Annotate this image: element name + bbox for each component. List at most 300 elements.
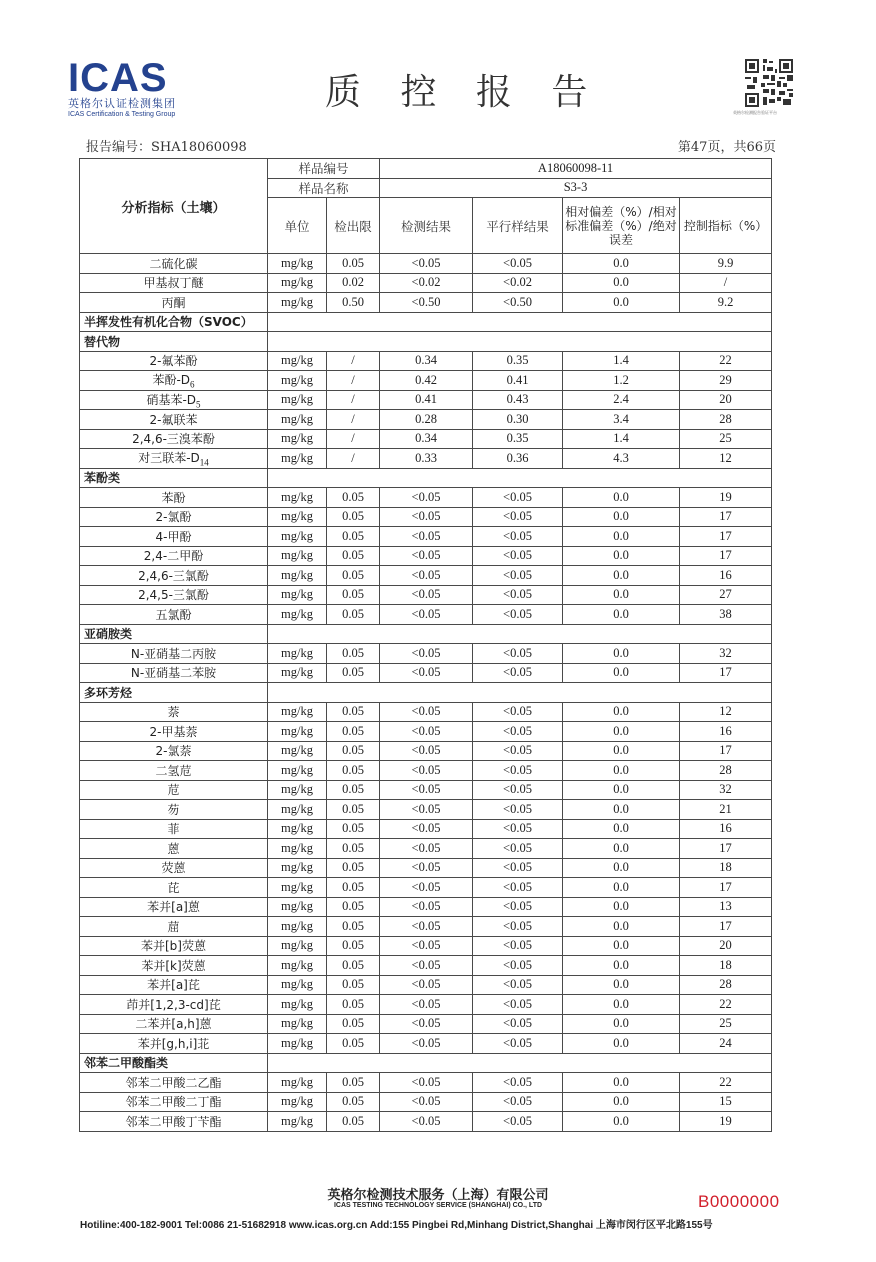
result-cell: <0.05: [380, 507, 473, 527]
analyte-name-text: N-亚硝基二丙胺: [130, 646, 217, 661]
analyte-name-text: 2,4-二甲酚: [143, 549, 204, 564]
sample-id-label: 样品编号: [268, 159, 380, 179]
rpd-cell: 0.0: [563, 293, 680, 313]
analyte-name-text: 邻苯二甲酸二乙酯: [125, 1075, 222, 1090]
result-cell: <0.05: [380, 254, 473, 274]
unit-cell: mg/kg: [268, 741, 327, 761]
result-cell: <0.05: [380, 1014, 473, 1034]
result-cell: <0.05: [380, 546, 473, 566]
control-cell: 9.2: [680, 293, 772, 313]
control-cell: 15: [680, 1092, 772, 1112]
analyte-name-text: 芴: [167, 802, 180, 817]
category-row: [80, 332, 772, 352]
analyte-name: [80, 741, 268, 761]
unit-cell: mg/kg: [268, 956, 327, 976]
analyte-name: [80, 722, 268, 742]
category-row: [80, 1053, 772, 1073]
analyte-name: [80, 507, 268, 527]
rpd-cell: 0.0: [563, 488, 680, 508]
rpd-cell: 0.0: [563, 917, 680, 937]
control-cell: 16: [680, 722, 772, 742]
category-row: [80, 468, 772, 488]
control-cell: 17: [680, 546, 772, 566]
parallel-cell: <0.05: [473, 839, 563, 859]
result-cell: 0.28: [380, 410, 473, 430]
result-cell: <0.05: [380, 936, 473, 956]
rpd-cell: 0.0: [563, 254, 680, 274]
unit-cell: mg/kg: [268, 410, 327, 430]
analyte-name-text: 蒽: [167, 841, 180, 856]
limit-header: 检出限: [327, 198, 380, 254]
unit-cell: mg/kg: [268, 897, 327, 917]
parallel-cell: 0.43: [473, 390, 563, 410]
analyte-name: [80, 819, 268, 839]
parallel-cell: <0.05: [473, 585, 563, 605]
analyte-name-text: 苯酚-D: [152, 373, 191, 387]
unit-cell: mg/kg: [268, 585, 327, 605]
unit-cell: mg/kg: [268, 761, 327, 781]
control-cell: 17: [680, 917, 772, 937]
limit-cell: 0.05: [327, 1112, 380, 1132]
result-cell: <0.05: [380, 663, 473, 683]
company-name-cn: 英格尔检测技术服务（上海）有限公司: [327, 1188, 549, 1203]
control-cell: 38: [680, 605, 772, 625]
analyte-name-text: 邻苯二甲酸二丁酯: [125, 1095, 222, 1110]
control-cell: 18: [680, 858, 772, 878]
analyte-name-text: 4-甲酚: [155, 529, 192, 544]
unit-cell: mg/kg: [268, 566, 327, 586]
limit-cell: 0.05: [327, 605, 380, 625]
table-row: [80, 507, 772, 527]
analyte-name-text: 苯并[b]荧蒽: [141, 939, 206, 954]
analyte-name-text: 2-甲基萘: [149, 724, 198, 739]
limit-cell: 0.05: [327, 585, 380, 605]
unit-cell: mg/kg: [268, 293, 327, 313]
category-row: [80, 683, 772, 703]
rpd-cell: 0.0: [563, 878, 680, 898]
category-blank: [268, 683, 772, 703]
rpd-cell: 0.0: [563, 858, 680, 878]
logo-main-text: ICAS: [68, 56, 168, 100]
result-cell: <0.05: [380, 585, 473, 605]
result-cell: <0.05: [380, 605, 473, 625]
rpd-cell: 1.4: [563, 429, 680, 449]
unit-cell: mg/kg: [268, 1073, 327, 1093]
limit-cell: 0.05: [327, 995, 380, 1015]
table-row: [80, 371, 772, 391]
unit-cell: mg/kg: [268, 429, 327, 449]
result-cell: <0.05: [380, 702, 473, 722]
analyte-name-text: 菲: [167, 822, 180, 837]
analyte-name: [80, 429, 268, 449]
analyte-name: [80, 975, 268, 995]
result-cell: <0.05: [380, 1092, 473, 1112]
rpd-cell: 0.0: [563, 1014, 680, 1034]
limit-cell: 0.05: [327, 917, 380, 937]
table-row: [80, 1014, 772, 1034]
analyte-name: [80, 566, 268, 586]
parallel-cell: <0.05: [473, 1092, 563, 1112]
unit-cell: mg/kg: [268, 644, 327, 664]
analyte-name-text: 萘: [167, 705, 180, 720]
control-cell: 28: [680, 761, 772, 781]
parallel-cell: <0.05: [473, 722, 563, 742]
analyte-name: [80, 371, 268, 391]
page-number: 第47页，共66页: [677, 140, 776, 155]
parallel-cell: <0.05: [473, 956, 563, 976]
limit-cell: 0.05: [327, 527, 380, 547]
parallel-cell: <0.05: [473, 566, 563, 586]
table-row: [80, 410, 772, 430]
category-blank: [268, 1053, 772, 1073]
limit-cell: 0.05: [327, 488, 380, 508]
rpd-cell: 0.0: [563, 644, 680, 664]
analyte-name-text: 䓛: [167, 919, 180, 934]
unit-cell: mg/kg: [268, 546, 327, 566]
analyte-name-text: 苯酚: [161, 490, 186, 505]
sample-id-value: A18060098-11: [380, 159, 772, 179]
table-row: [80, 800, 772, 820]
result-cell: <0.05: [380, 819, 473, 839]
analyte-name: [80, 936, 268, 956]
rpd-cell: 0.0: [563, 780, 680, 800]
category-label: 多环芳烃: [80, 683, 268, 703]
limit-cell: 0.05: [327, 975, 380, 995]
analyte-name-text: 2,4,5-三氯酚: [138, 588, 209, 603]
rpd-cell: 0.0: [563, 273, 680, 293]
table-row: [80, 449, 772, 469]
analyte-name-text: 邻苯二甲酸丁苄酯: [125, 1114, 222, 1129]
analyte-name: [80, 546, 268, 566]
control-cell: 16: [680, 566, 772, 586]
table-row: [80, 293, 772, 313]
parallel-cell: 0.41: [473, 371, 563, 391]
category-blank: [268, 332, 772, 352]
table-row: [80, 644, 772, 664]
parallel-cell: 0.35: [473, 429, 563, 449]
analyte-name-text: 五氯酚: [155, 607, 192, 622]
table-row: [80, 761, 772, 781]
analyte-name: [80, 995, 268, 1015]
limit-cell: 0.05: [327, 858, 380, 878]
table-row: [80, 936, 772, 956]
parallel-cell: <0.05: [473, 663, 563, 683]
limit-cell: 0.05: [327, 761, 380, 781]
parallel-cell: <0.05: [473, 897, 563, 917]
limit-cell: 0.05: [327, 663, 380, 683]
document-title: 质 控 报 告: [325, 72, 602, 113]
parallel-header: 平行样结果: [473, 198, 563, 254]
result-cell: <0.05: [380, 1034, 473, 1054]
table-row: [80, 273, 772, 293]
analyte-name: [80, 1073, 268, 1093]
result-cell: <0.05: [380, 488, 473, 508]
unit-cell: mg/kg: [268, 1034, 327, 1054]
control-cell: 18: [680, 956, 772, 976]
control-cell: 17: [680, 878, 772, 898]
unit-cell: mg/kg: [268, 878, 327, 898]
table-row: [80, 839, 772, 859]
analyte-name: [80, 293, 268, 313]
report-number: 报告编号：SHA18060098: [86, 140, 247, 155]
parallel-cell: <0.05: [473, 975, 563, 995]
analyte-name: [80, 780, 268, 800]
control-cell: 21: [680, 800, 772, 820]
limit-cell: /: [327, 410, 380, 430]
analyte-name: [80, 761, 268, 781]
limit-cell: 0.05: [327, 722, 380, 742]
control-cell: 17: [680, 663, 772, 683]
icas-logo: [68, 58, 188, 119]
analyte-name-text: 苯并[a]芘: [147, 978, 200, 993]
unit-cell: mg/kg: [268, 254, 327, 274]
analyte-name-text: 苯并[k]荧蒽: [141, 958, 206, 973]
rpd-cell: 1.2: [563, 371, 680, 391]
parallel-cell: <0.05: [473, 702, 563, 722]
analyte-name: [80, 527, 268, 547]
result-cell: <0.05: [380, 917, 473, 937]
table-row: [80, 663, 772, 683]
limit-cell: 0.05: [327, 819, 380, 839]
analyte-name: [80, 273, 268, 293]
rpd-cell: 0.0: [563, 1112, 680, 1132]
qr-caption: 英格尔检测报告验证平台: [733, 110, 777, 115]
limit-cell: 0.05: [327, 878, 380, 898]
analyte-name-text: 苊: [167, 783, 180, 798]
analyte-name-text: 苯并[a]蒽: [147, 900, 200, 915]
analyte-name: [80, 585, 268, 605]
limit-cell: 0.05: [327, 546, 380, 566]
table-row: [80, 1112, 772, 1132]
analyte-name-text: 2,4,6-三氯酚: [138, 568, 209, 583]
analyte-subscript: 5: [196, 399, 201, 409]
analyte-name: [80, 488, 268, 508]
parallel-cell: <0.05: [473, 936, 563, 956]
rpd-cell: 0.0: [563, 566, 680, 586]
result-cell: 0.33: [380, 449, 473, 469]
analyte-name: [80, 1112, 268, 1132]
unit-cell: mg/kg: [268, 975, 327, 995]
rpd-cell: 0.0: [563, 585, 680, 605]
control-cell: 22: [680, 1073, 772, 1093]
unit-cell: mg/kg: [268, 722, 327, 742]
result-cell: <0.05: [380, 527, 473, 547]
serial-number: B0000000: [698, 1192, 780, 1211]
analyte-name: [80, 956, 268, 976]
unit-cell: mg/kg: [268, 1092, 327, 1112]
rpd-cell: 0.0: [563, 761, 680, 781]
company-name-en: ICAS TESTING TECHNOLOGY SERVICE (SHANGHAI) CO., LTD: [333, 1202, 543, 1209]
result-cell: 0.34: [380, 429, 473, 449]
logo-cn-text: 英格尔认证检测集团: [68, 97, 176, 110]
limit-cell: /: [327, 429, 380, 449]
rpd-cell: 0.0: [563, 1034, 680, 1054]
category-label: 苯酚类: [80, 468, 268, 488]
table-row: [80, 780, 772, 800]
control-cell: 29: [680, 371, 772, 391]
control-header: 控制指标（%）: [680, 198, 772, 254]
analyte-name: [80, 449, 268, 469]
report-header: [0, 0, 876, 155]
table-row: [80, 741, 772, 761]
control-cell: 16: [680, 819, 772, 839]
parallel-cell: <0.05: [473, 1112, 563, 1132]
control-cell: 12: [680, 449, 772, 469]
unit-cell: mg/kg: [268, 351, 327, 371]
result-cell: <0.05: [380, 1112, 473, 1132]
analyte-name-text: 二硫化碳: [149, 256, 198, 271]
limit-cell: 0.05: [327, 800, 380, 820]
rpd-cell: 0.0: [563, 702, 680, 722]
parallel-cell: <0.05: [473, 858, 563, 878]
table-row: [80, 1073, 772, 1093]
rpd-cell: 2.4: [563, 390, 680, 410]
analyte-name-text: N-亚硝基二苯胺: [130, 666, 217, 681]
control-cell: 19: [680, 488, 772, 508]
parallel-cell: 0.30: [473, 410, 563, 430]
unit-cell: mg/kg: [268, 273, 327, 293]
result-cell: <0.05: [380, 956, 473, 976]
qc-results-table: [79, 158, 772, 1132]
unit-cell: mg/kg: [268, 507, 327, 527]
rpd-cell: 0.0: [563, 839, 680, 859]
parallel-cell: 0.35: [473, 351, 563, 371]
analyte-name: [80, 410, 268, 430]
limit-cell: 0.05: [327, 839, 380, 859]
control-cell: 28: [680, 410, 772, 430]
rpd-cell: 0.0: [563, 741, 680, 761]
analyte-name: [80, 254, 268, 274]
analyte-name-text: 对三联苯-D: [138, 451, 200, 465]
analyte-name: [80, 1014, 268, 1034]
parallel-cell: <0.05: [473, 761, 563, 781]
result-cell: <0.05: [380, 878, 473, 898]
rpd-cell: 1.4: [563, 351, 680, 371]
result-cell: <0.05: [380, 839, 473, 859]
analyte-name-text: 2,4,6-三溴苯酚: [132, 432, 215, 447]
table-row: [80, 702, 772, 722]
parallel-cell: <0.05: [473, 254, 563, 274]
unit-cell: mg/kg: [268, 390, 327, 410]
control-cell: 32: [680, 780, 772, 800]
analyte-name: [80, 897, 268, 917]
contact-line: Hotiline:400-182-9001 Tel:0086 21-51682918 www.icas.org.cn Add:155 Pingbei Rd,Minhang District,Shanghai 上海市闵行区平北路155号: [80, 1220, 713, 1231]
control-cell: 19: [680, 1112, 772, 1132]
table-row: [80, 878, 772, 898]
parallel-cell: <0.05: [473, 507, 563, 527]
rpd-cell: 0.0: [563, 897, 680, 917]
control-cell: 25: [680, 429, 772, 449]
rpd-cell: 3.4: [563, 410, 680, 430]
limit-cell: 0.05: [327, 741, 380, 761]
analyte-name: [80, 858, 268, 878]
table-row: [80, 429, 772, 449]
rpd-cell: 0.0: [563, 507, 680, 527]
control-cell: 27: [680, 585, 772, 605]
control-cell: 17: [680, 507, 772, 527]
analyte-name: [80, 800, 268, 820]
result-cell: <0.05: [380, 566, 473, 586]
parallel-cell: <0.05: [473, 741, 563, 761]
category-row: [80, 312, 772, 332]
analyte-name: [80, 917, 268, 937]
category-blank: [268, 624, 772, 644]
parallel-cell: <0.05: [473, 1014, 563, 1034]
analyte-subscript: 14: [199, 457, 209, 468]
limit-cell: 0.05: [327, 1073, 380, 1093]
analyte-name-text: 二苯并[a,h]蒽: [135, 1017, 212, 1032]
rpd-cell: 0.0: [563, 722, 680, 742]
control-cell: 17: [680, 741, 772, 761]
parallel-cell: <0.05: [473, 800, 563, 820]
unit-cell: mg/kg: [268, 527, 327, 547]
unit-cell: mg/kg: [268, 702, 327, 722]
result-cell: <0.05: [380, 897, 473, 917]
analyte-name-text: 芘: [167, 880, 180, 895]
result-cell: <0.05: [380, 1073, 473, 1093]
table-row: [80, 722, 772, 742]
parallel-cell: <0.05: [473, 546, 563, 566]
table-row: [80, 1092, 772, 1112]
analyte-name: [80, 663, 268, 683]
limit-cell: /: [327, 371, 380, 391]
rpd-cell: 0.0: [563, 975, 680, 995]
table-row: [80, 527, 772, 547]
parallel-cell: <0.05: [473, 488, 563, 508]
analyte-name: [80, 351, 268, 371]
parallel-cell: <0.05: [473, 1073, 563, 1093]
rpd-cell: 0.0: [563, 995, 680, 1015]
result-cell: <0.02: [380, 273, 473, 293]
limit-cell: 0.05: [327, 1034, 380, 1054]
unit-cell: mg/kg: [268, 449, 327, 469]
control-cell: 22: [680, 995, 772, 1015]
limit-cell: 0.05: [327, 507, 380, 527]
limit-cell: 0.05: [327, 702, 380, 722]
table-row: [80, 488, 772, 508]
control-cell: 25: [680, 1014, 772, 1034]
analysis-header: 分析指标（土壤）: [80, 159, 268, 254]
limit-cell: /: [327, 351, 380, 371]
limit-cell: 0.05: [327, 897, 380, 917]
rpd-cell: 0.0: [563, 605, 680, 625]
sample-name-value: S3-3: [380, 178, 772, 198]
limit-cell: 0.05: [327, 780, 380, 800]
table-row: [80, 975, 772, 995]
limit-cell: 0.02: [327, 273, 380, 293]
analyte-name-text: 2-氯酚: [155, 510, 192, 525]
analyte-name-text: 荧蒽: [161, 861, 186, 876]
unit-cell: mg/kg: [268, 858, 327, 878]
table-row: [80, 1034, 772, 1054]
analyte-name: [80, 644, 268, 664]
analyte-name: [80, 1092, 268, 1112]
parallel-cell: <0.05: [473, 878, 563, 898]
table-row: [80, 390, 772, 410]
analyte-name-text: 苯并[g,h,i]苝: [137, 1036, 210, 1051]
unit-cell: mg/kg: [268, 780, 327, 800]
control-cell: 9.9: [680, 254, 772, 274]
control-cell: 20: [680, 936, 772, 956]
result-cell: <0.05: [380, 995, 473, 1015]
logo-en-text: ICAS Certification & Testing Group: [68, 111, 176, 118]
result-cell: <0.50: [380, 293, 473, 313]
control-cell: 22: [680, 351, 772, 371]
parallel-cell: <0.02: [473, 273, 563, 293]
analyte-name-text: 硝基苯-D: [146, 392, 197, 407]
parallel-cell: 0.36: [473, 449, 563, 469]
unit-cell: mg/kg: [268, 917, 327, 937]
